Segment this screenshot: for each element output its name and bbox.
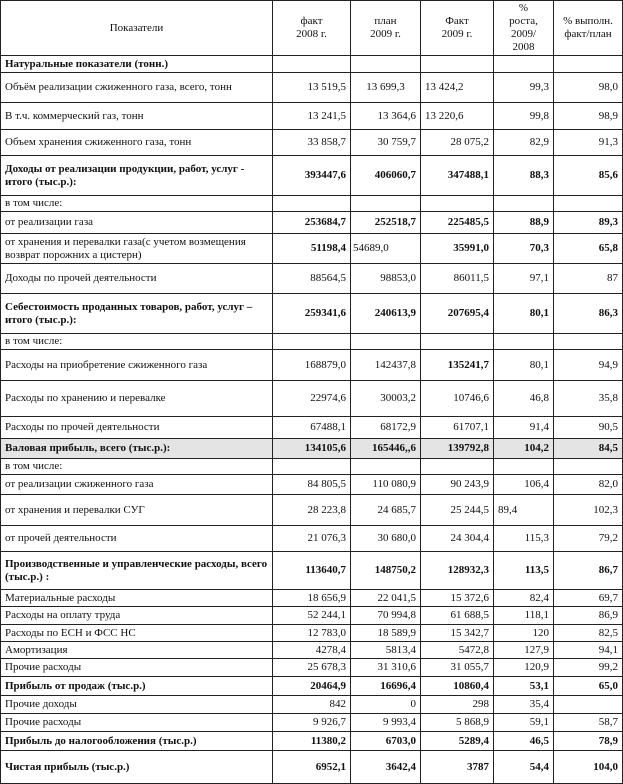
total-row-cost-of-sales: [1, 294, 623, 334]
cell-fact-2009: 25 244,5: [421, 495, 494, 526]
cell-plan-2009: 30003,2: [351, 381, 421, 417]
cell-completion: 102,3: [554, 495, 623, 526]
cell-fact-2009: [421, 459, 494, 475]
cell-plan-2009: 16696,4: [351, 677, 421, 696]
cell-completion: 94,1: [554, 642, 623, 659]
row-label: в том числе:: [1, 459, 273, 475]
row-label: Расходы по прочей деятельности: [1, 417, 273, 439]
subheader-row: [1, 459, 623, 475]
cell-plan-2009: 24 685,7: [351, 495, 421, 526]
cell-fact-2008: 20464,9: [273, 677, 351, 696]
cell-fact-2008: 12 783,0: [273, 625, 351, 642]
cell-fact-2009: 298: [421, 696, 494, 714]
header-indicator: Показатели: [1, 1, 273, 56]
cell-fact-2009: [421, 334, 494, 350]
cell-growth: 82,9: [494, 130, 554, 156]
cell-fact-2008: 67488,1: [273, 417, 351, 439]
cell-completion: 98,9: [554, 103, 623, 130]
table-row: [1, 590, 623, 607]
cell-completion: 89,3: [554, 212, 623, 234]
cell-growth: [494, 196, 554, 212]
cell-growth: 104,2: [494, 439, 554, 459]
cell-fact-2009: 347488,1: [421, 156, 494, 196]
row-label: Прочие расходы: [1, 714, 273, 732]
row-label: Прибыль от продаж (тыс.р.): [1, 677, 273, 696]
subheader-row: [1, 334, 623, 350]
row-label: Валовая прибыль, всего (тыс.р.):: [1, 439, 273, 459]
cell-plan-2009: [351, 459, 421, 475]
table-row: [1, 264, 623, 294]
row-label: от прочей деятельности: [1, 526, 273, 552]
cell-fact-2009: [421, 56, 494, 73]
cell-plan-2009: 0: [351, 696, 421, 714]
cell-fact-2008: 28 223,8: [273, 495, 351, 526]
cell-plan-2009: 98853,0: [351, 264, 421, 294]
cell-growth: 46,5: [494, 732, 554, 751]
cell-fact-2009: 128932,3: [421, 552, 494, 590]
cell-fact-2008: 13 241,5: [273, 103, 351, 130]
cell-fact-2008: 842: [273, 696, 351, 714]
row-label: в том числе:: [1, 196, 273, 212]
row-label: Прибыль до налогообложения (тыс.р.): [1, 732, 273, 751]
cell-growth: 120,9: [494, 659, 554, 677]
cell-fact-2009: [421, 196, 494, 212]
cell-fact-2009: 225485,5: [421, 212, 494, 234]
cell-fact-2009: 61 688,5: [421, 607, 494, 625]
cell-growth: [494, 334, 554, 350]
cell-plan-2009: 6703,0: [351, 732, 421, 751]
cell-fact-2008: 51198,4: [273, 234, 351, 264]
cell-growth: 59,1: [494, 714, 554, 732]
table-row: [1, 417, 623, 439]
cell-fact-2009: 90 243,9: [421, 475, 494, 495]
cell-fact-2009: 5472,8: [421, 642, 494, 659]
cell-growth: 82,4: [494, 590, 554, 607]
table-row: [1, 234, 623, 264]
cell-completion: 91,3: [554, 130, 623, 156]
cell-growth: [494, 459, 554, 475]
cell-plan-2009: 70 994,8: [351, 607, 421, 625]
cell-growth: 99,8: [494, 103, 554, 130]
cell-growth: 88,9: [494, 212, 554, 234]
cell-plan-2009: 30 759,7: [351, 130, 421, 156]
cell-fact-2009: 28 075,2: [421, 130, 494, 156]
cell-fact-2008: 22974,6: [273, 381, 351, 417]
cell-completion: 85,6: [554, 156, 623, 196]
row-label: Производственные и управленческие расходы, всего (тыс.р.) :: [1, 552, 273, 590]
row-label: Расходы по хранению и перевалке: [1, 381, 273, 417]
cell-fact-2009: 35991,0: [421, 234, 494, 264]
cell-completion: 79,2: [554, 526, 623, 552]
table-row: [1, 607, 623, 625]
header-fact-2009: Факт 2009 г.: [421, 1, 494, 56]
cell-fact-2008: 33 858,7: [273, 130, 351, 156]
total-row-net-profit: [1, 751, 623, 784]
cell-fact-2008: [273, 196, 351, 212]
cell-completion: 84,5: [554, 439, 623, 459]
cell-fact-2008: 88564,5: [273, 264, 351, 294]
cell-plan-2009: 13 699,3: [351, 73, 421, 103]
table-row: [1, 130, 623, 156]
cell-plan-2009: [351, 196, 421, 212]
cell-growth: 113,5: [494, 552, 554, 590]
cell-completion: 69,7: [554, 590, 623, 607]
table-row: [1, 381, 623, 417]
cell-plan-2009: 148750,2: [351, 552, 421, 590]
table-row: [1, 73, 623, 103]
cell-fact-2009: 24 304,4: [421, 526, 494, 552]
row-label: Расходы по ЕСН и ФСС НС: [1, 625, 273, 642]
table-row: [1, 350, 623, 381]
cell-completion: 35,8: [554, 381, 623, 417]
total-row-revenue: [1, 156, 623, 196]
cell-completion: [554, 334, 623, 350]
cell-plan-2009: 406060,7: [351, 156, 421, 196]
cell-completion: 82,5: [554, 625, 623, 642]
cell-fact-2008: 18 656,9: [273, 590, 351, 607]
cell-growth: 106,4: [494, 475, 554, 495]
cell-completion: [554, 459, 623, 475]
cell-plan-2009: 31 310,6: [351, 659, 421, 677]
cell-fact-2009: 61707,1: [421, 417, 494, 439]
row-label: Объем хранения сжиженного газа, тонн: [1, 130, 273, 156]
cell-plan-2009: 142437,8: [351, 350, 421, 381]
cell-fact-2008: 259341,6: [273, 294, 351, 334]
cell-fact-2008: 9 926,7: [273, 714, 351, 732]
cell-completion: 94,9: [554, 350, 623, 381]
cell-fact-2009: 3787: [421, 751, 494, 784]
cell-fact-2008: 25 678,3: [273, 659, 351, 677]
cell-plan-2009: 240613,9: [351, 294, 421, 334]
cell-plan-2009: 252518,7: [351, 212, 421, 234]
cell-growth: 88,3: [494, 156, 554, 196]
cell-fact-2009: 135241,7: [421, 350, 494, 381]
cell-plan-2009: 68172,9: [351, 417, 421, 439]
cell-growth: 91,4: [494, 417, 554, 439]
total-row-operating-expenses: [1, 552, 623, 590]
cell-growth: 80,1: [494, 350, 554, 381]
cell-growth: [494, 56, 554, 73]
cell-fact-2009: 139792,8: [421, 439, 494, 459]
cell-fact-2008: 113640,7: [273, 552, 351, 590]
cell-growth: 54,4: [494, 751, 554, 784]
row-label: от реализации сжиженного газа: [1, 475, 273, 495]
cell-fact-2008: 11380,2: [273, 732, 351, 751]
header-plan-2009: план 2009 г.: [351, 1, 421, 56]
cell-completion: 78,9: [554, 732, 623, 751]
total-row-sales-profit: [1, 677, 623, 696]
cell-fact-2008: 4278,4: [273, 642, 351, 659]
cell-plan-2009: 54689,0: [351, 234, 421, 264]
header-row: [1, 1, 623, 56]
cell-fact-2008: 21 076,3: [273, 526, 351, 552]
row-label: Прочие расходы: [1, 659, 273, 677]
cell-fact-2008: [273, 459, 351, 475]
cell-plan-2009: 9 993,4: [351, 714, 421, 732]
cell-completion: 98,0: [554, 73, 623, 103]
total-row-pretax-profit: [1, 732, 623, 751]
cell-fact-2009: 13 220,6: [421, 103, 494, 130]
cell-plan-2009: [351, 334, 421, 350]
row-label: Прочие доходы: [1, 696, 273, 714]
cell-completion: 87: [554, 264, 623, 294]
cell-fact-2009: 5289,4: [421, 732, 494, 751]
cell-plan-2009: 165446,,6: [351, 439, 421, 459]
cell-fact-2008: 168879,0: [273, 350, 351, 381]
cell-plan-2009: 5813,4: [351, 642, 421, 659]
table-row: [1, 659, 623, 677]
cell-fact-2008: 253684,7: [273, 212, 351, 234]
total-row-gross-profit: [1, 439, 623, 459]
cell-completion: 82,0: [554, 475, 623, 495]
cell-completion: 99,2: [554, 659, 623, 677]
cell-fact-2009: 31 055,7: [421, 659, 494, 677]
cell-fact-2008: 6952,1: [273, 751, 351, 784]
row-label: Себестоимость проданных товаров, работ, услуг – итого (тыс.р.):: [1, 294, 273, 334]
cell-completion: 86,3: [554, 294, 623, 334]
cell-fact-2009: 86011,5: [421, 264, 494, 294]
cell-growth: 46,8: [494, 381, 554, 417]
cell-plan-2009: [351, 56, 421, 73]
cell-completion: [554, 196, 623, 212]
row-label: Амортизация: [1, 642, 273, 659]
row-label: В т.ч. коммерческий газ, тонн: [1, 103, 273, 130]
table-row: [1, 696, 623, 714]
row-label: от реализации газа: [1, 212, 273, 234]
cell-completion: 86,9: [554, 607, 623, 625]
table-row: [1, 495, 623, 526]
cell-completion: 104,0: [554, 751, 623, 784]
header-growth-percent: % роста, 2009/ 2008: [494, 1, 554, 56]
row-label: Объём реализации сжиженного газа, всего, тонн: [1, 73, 273, 103]
cell-fact-2008: [273, 56, 351, 73]
row-label: в том числе:: [1, 334, 273, 350]
cell-fact-2008: 13 519,5: [273, 73, 351, 103]
table-row: [1, 103, 623, 130]
subheader-row: [1, 196, 623, 212]
cell-growth: 80,1: [494, 294, 554, 334]
section-row-natural-indicators: [1, 56, 623, 73]
row-label: Расходы на приобретение сжиженного газа: [1, 350, 273, 381]
cell-fact-2009: 15 372,6: [421, 590, 494, 607]
cell-fact-2009: 10746,6: [421, 381, 494, 417]
cell-plan-2009: 30 680,0: [351, 526, 421, 552]
cell-growth: 97,1: [494, 264, 554, 294]
cell-fact-2009: 10860,4: [421, 677, 494, 696]
cell-growth: 118,1: [494, 607, 554, 625]
cell-completion: [554, 696, 623, 714]
header-fact-2008: факт 2008 г.: [273, 1, 351, 56]
cell-completion: 65,8: [554, 234, 623, 264]
row-label: Расходы на оплату труда: [1, 607, 273, 625]
cell-fact-2008: [273, 334, 351, 350]
row-label: Доходы по прочей деятельности: [1, 264, 273, 294]
cell-fact-2009: 207695,4: [421, 294, 494, 334]
table-row: [1, 625, 623, 642]
cell-fact-2009: 13 424,2: [421, 73, 494, 103]
cell-fact-2008: 393447,6: [273, 156, 351, 196]
table-row: [1, 212, 623, 234]
row-label: Чистая прибыль (тыс.р.): [1, 751, 273, 784]
table-row: [1, 475, 623, 495]
row-label: от хранения и перевалки СУГ: [1, 495, 273, 526]
cell-growth: 127,9: [494, 642, 554, 659]
cell-growth: 70,3: [494, 234, 554, 264]
header-completion-percent: % выполн. факт/план: [554, 1, 623, 56]
row-label: Натуральные показатели (тонн.): [1, 56, 273, 73]
cell-completion: [554, 56, 623, 73]
cell-plan-2009: 110 080,9: [351, 475, 421, 495]
cell-growth: 99,3: [494, 73, 554, 103]
row-label: Материальные расходы: [1, 590, 273, 607]
table-row: [1, 526, 623, 552]
cell-plan-2009: 18 589,9: [351, 625, 421, 642]
cell-fact-2009: 5 868,9: [421, 714, 494, 732]
table-row: [1, 714, 623, 732]
cell-completion: 86,7: [554, 552, 623, 590]
row-label: от хранения и перевалки газа(с учетом возмещения возврат порожних а цистерн): [1, 234, 273, 264]
row-label: Доходы от реализации продукции, работ, услуг - итого (тыс.р.):: [1, 156, 273, 196]
cell-completion: 58,7: [554, 714, 623, 732]
cell-completion: 90,5: [554, 417, 623, 439]
table-row: [1, 642, 623, 659]
cell-plan-2009: 22 041,5: [351, 590, 421, 607]
cell-fact-2008: 134105,6: [273, 439, 351, 459]
cell-growth: 53,1: [494, 677, 554, 696]
cell-growth: 35,4: [494, 696, 554, 714]
cell-completion: 65,0: [554, 677, 623, 696]
cell-fact-2008: 84 805,5: [273, 475, 351, 495]
cell-growth: 115,3: [494, 526, 554, 552]
cell-fact-2009: 15 342,7: [421, 625, 494, 642]
cell-plan-2009: 3642,4: [351, 751, 421, 784]
cell-fact-2008: 52 244,1: [273, 607, 351, 625]
cell-growth: 120: [494, 625, 554, 642]
cell-plan-2009: 13 364,6: [351, 103, 421, 130]
cell-growth: 89,4: [494, 495, 554, 526]
